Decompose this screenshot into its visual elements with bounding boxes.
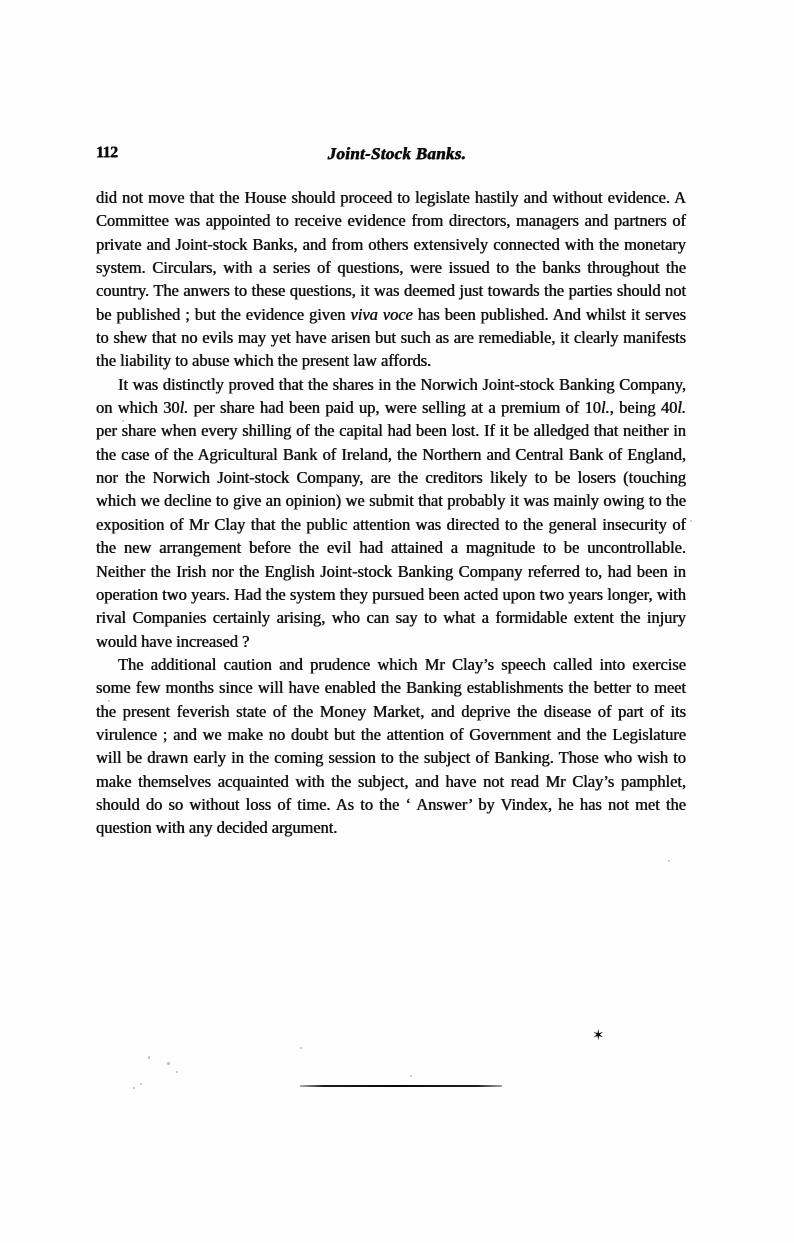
end-of-article-mark: ✶ bbox=[592, 1026, 605, 1044]
body-text-block bbox=[96, 186, 686, 840]
section-divider-rule bbox=[300, 1085, 502, 1087]
running-head bbox=[96, 144, 698, 170]
paragraph-3: The additional caution and prudence which Mr Clay’s speech called into exercise some few months since will have enabled the Banking establishments the better to meet the present feverish state of the Money Market, and deprive the disease of part of its virulence ; and we make no doubt but the attention of Government and the Legislature will be drawn early in the coming session to the subject of Banking. Those who wish to make themselves acquainted with the subject, and have not read Mr Clay’s pamphlet, should do so without loss of time. As to the ‘ Answer’ by Vindex, he has not met the question with any decided argument. bbox=[96, 654, 686, 838]
page-number: 112 bbox=[96, 144, 118, 161]
paragraph-1: did not move that the House should proceed to legislate hastily and without evidence. A Committee was appointed to receive evidence from directors, managers and partners of private and Joint-stock Banks, and from others extensively connected with the monetary system. Circulars, with a series of questions, were issued to the banks throughout the country. The anwers to these questions, it was deemed just towards the parties should not be published ; but the evidence given viva voce has been published. And whilst it serves to shew that no evils may yet have arisen but such as are remediable, it clearly manifests the liability to abuse which the present law affords. bbox=[96, 188, 687, 371]
paragraph-2: It was distinctly proved that the shares in the Norwich Joint-stock Banking Company, on which 30l. per share had been paid up, were selling at a premium of 10l., being 40l. per share when every shilling of the capital had been lost. If it be alledged that neither in the case of the Agricultural Bank of Ireland, the Northern and Central Bank of England, nor the Norwich Joint-stock Company, are the creditors likely to be losers (touching which we decline to give an opinion) we submit that probably it was mainly owing to the exposition of Mr Clay that the public attention was directed to the general insecurity of the new arrangement before the evil had attained a magnitude to be uncontrollable. Neither the Irish nor the English Joint-stock Banking Company referred to, had been in operation two years. Had the system they pursued been acted upon two years longer, with rival Companies certainly arising, who can say to what a formidable extent the injury would have increased ? bbox=[96, 374, 687, 651]
running-head-title: Joint-Stock Banks. bbox=[327, 144, 467, 163]
